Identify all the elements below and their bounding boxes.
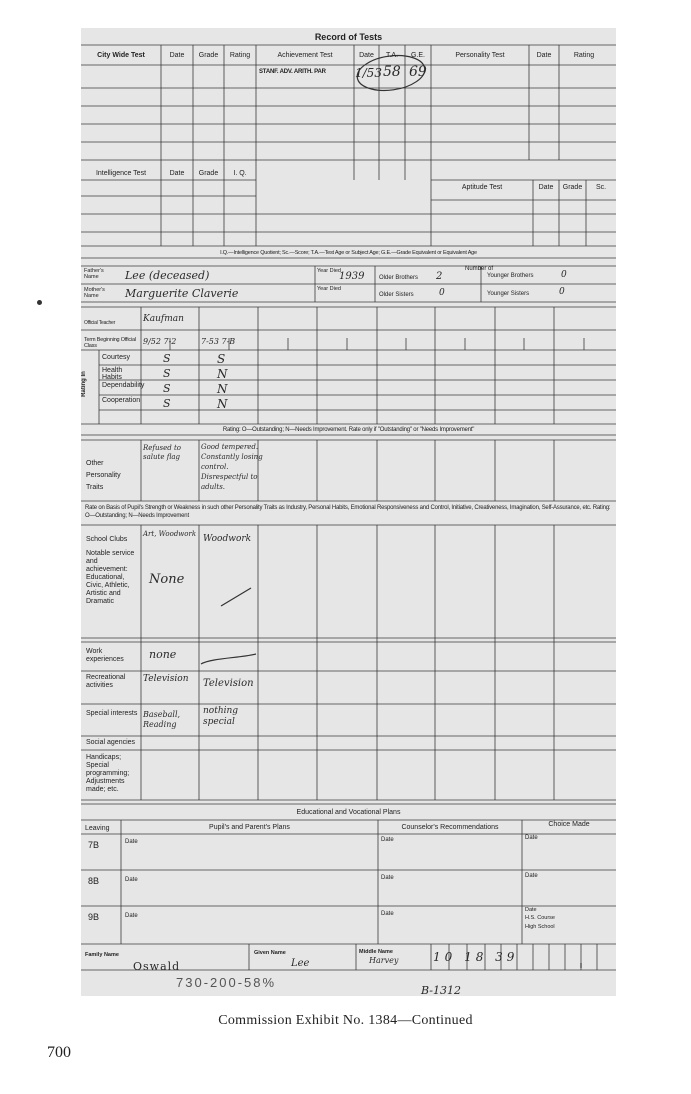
aptitude-sc-label: Sc. [595, 184, 607, 191]
dependability-label: Dependability [102, 382, 145, 389]
handicaps-label: Handicaps; Special programming; Adjustments made; etc. [86, 754, 130, 793]
special-interests-label: Special interests [86, 710, 138, 717]
special-interests-1: Baseball, Reading [143, 710, 181, 729]
city-wide-grade-label: Grade [198, 52, 219, 59]
school-clubs-2: Woodwork [203, 534, 252, 544]
recreational-activities-2: Television [203, 678, 254, 689]
record-title: Record of Tests [314, 32, 383, 42]
counselor-recommendations-label: Counselor's Recommendations [401, 824, 499, 831]
achievement-date-label: Date [359, 52, 374, 59]
special-interests-2: nothing special [203, 706, 239, 727]
given-name-label: Given Name [254, 950, 286, 956]
choice-8b-date-label: Date [525, 873, 538, 879]
intelligence-grade-label: Grade [198, 170, 219, 177]
health-habits-rating-1: S [163, 367, 171, 380]
social-agencies-label: Social agencies [86, 739, 136, 746]
mother-year-died-label: Year Died [317, 286, 341, 292]
high-school-label: High School [525, 924, 555, 930]
father-name: Lee (deceased) [125, 269, 210, 282]
rating-in-label: Rating In [81, 371, 87, 397]
given-name: Lee [291, 958, 310, 969]
courtesy-rating-1: S [163, 352, 171, 365]
other-personality-traits-label: Other Personality Traits [86, 460, 121, 491]
ratings-legend: Rating: O—Outstanding; N—Needs Improvement. Rate only if "Outstanding" or "Needs Improvement" [222, 427, 475, 433]
younger-sisters-label: Younger Sisters [487, 291, 530, 297]
work-experiences-label: Work experiences [86, 648, 124, 663]
mother-name-label: Mother's Name [84, 287, 105, 299]
dependability-rating-1: S [163, 382, 171, 395]
notable-service-label: Notable service and achievement: Educational, Civic, Athletic, Artistic and Dramatic [86, 550, 135, 605]
younger-brothers-label: Younger Brothers [487, 273, 534, 279]
term-beginning-label: Term Beginning Official Class [84, 337, 136, 349]
stamp-number: 730-200-58% [176, 975, 277, 990]
exhibit-caption: Commission Exhibit No. 1384—Continued [218, 1013, 473, 1028]
pupil-9b-date-label: Date [125, 913, 138, 919]
choice-made-label: Choice Made [548, 821, 590, 828]
middle-name: Harvey [369, 956, 399, 965]
personality-test-label: Personality Test [455, 52, 505, 59]
intelligence-iq-label: I. Q. [233, 170, 247, 177]
official-teacher-label: Official Teacher [84, 320, 116, 326]
younger-sisters-count: 0 [559, 287, 565, 297]
recreational-activities-label: Recreational activities [86, 674, 126, 689]
recreational-activities-1: Television [143, 674, 189, 684]
page-number: 700 [47, 1044, 71, 1061]
record-code: B-1312 [421, 984, 461, 996]
school-clubs-1: Art, Woodwork [143, 530, 197, 538]
personality-rating-label: Rating [573, 52, 595, 59]
hs-course-label: H.S. Course [525, 915, 555, 921]
counselor-7b-date-label: Date [381, 837, 394, 843]
middle-name-label: Middle Name [359, 949, 393, 955]
father-year-died-label: Year Died [317, 268, 341, 274]
achievement-ge-label: G.E. [410, 52, 425, 59]
achievement-entry-date: 1/53 [355, 66, 382, 80]
younger-brothers-count: 0 [561, 270, 567, 280]
leaving-7b: 7B [88, 840, 100, 850]
courtesy-label: Courtesy [102, 354, 131, 361]
achievement-entry-ta: 58 [383, 64, 401, 80]
leaving-9b: 9B [88, 912, 100, 922]
intelligence-date-label: Date [169, 170, 185, 177]
official-teacher: Kaufman [143, 314, 184, 324]
achievement-test-label: Achievement Test [277, 52, 333, 59]
school-clubs-label: School Clubs [86, 536, 128, 543]
family-name-label: Family Name [85, 952, 119, 958]
pupil-plans-label: Pupil's and Parent's Plans [209, 824, 290, 831]
personality-legend: Rate on Basis of Pupil's Strength or Weakness in such other Personality Traits as Industry, Personal Habits, Emotional Responsiveness and Control, Initiative, Creativeness, Imagination, Self-Assurance, etc. Rating: O—Outstanding; N—Needs Improvement [85, 505, 611, 519]
cooperation-rating-2: N [217, 397, 228, 411]
achievement-ta-label: T.A. [385, 52, 399, 59]
counselor-9b-date-label: Date [381, 911, 394, 917]
health-habits-rating-2: N [217, 367, 228, 381]
city-wide-date-label: Date [169, 52, 185, 59]
father-name-label: Father's Name [84, 268, 104, 280]
achievement-entry-ge: 69 [409, 64, 427, 80]
date-of-birth: 10 18 39 [433, 950, 519, 964]
achievement-entry-test-name: STANF. ADV. ARITH. PAR [259, 69, 326, 75]
choice-9b-date-label: Date [525, 907, 537, 913]
older-sisters-count: 0 [439, 288, 445, 298]
city-wide-test-label: City Wide Test [97, 52, 145, 59]
cooperation-label: Cooperation [102, 397, 141, 404]
number-of-label: Number of [465, 266, 494, 272]
choice-7b-date-label: Date [525, 835, 538, 841]
personality-note-1: Refused to salute flag [143, 444, 181, 461]
father-year-died: 1939 [339, 271, 365, 282]
pupil-7b-date-label: Date [125, 839, 138, 845]
plans-title: Educational and Vocational Plans [296, 809, 401, 816]
dependability-rating-2: N [217, 382, 228, 396]
older-sisters-label: Older Sisters [379, 292, 414, 298]
older-brothers-label: Older Brothers [379, 275, 419, 281]
older-brothers-count: 2 [436, 271, 443, 282]
intelligence-test-label: Intelligence Test [95, 170, 147, 177]
cooperation-rating-1: S [163, 397, 171, 410]
term-1: 9/52 7-2 [143, 337, 177, 346]
leaving-8b: 8B [88, 876, 100, 886]
notable-service-value: None [149, 572, 185, 587]
pupil-8b-date-label: Date [125, 877, 138, 883]
counselor-8b-date-label: Date [381, 875, 394, 881]
family-name: Oswald [133, 960, 181, 973]
aptitude-grade-label: Grade [562, 184, 583, 191]
term-2: 7-53 7-B [201, 337, 236, 346]
aptitude-date-label: Date [538, 184, 554, 191]
health-habits-label: Health Habits [102, 367, 123, 381]
personality-date-label: Date [536, 52, 552, 59]
aptitude-test-label: Aptitude Test [461, 184, 503, 191]
margin-dot [37, 300, 42, 305]
courtesy-rating-2: S [217, 352, 226, 366]
city-wide-rating-label: Rating [229, 52, 251, 59]
work-experiences-value: none [149, 648, 177, 661]
personality-note-2: Good tempered. Constantly losing control. Disrespectful to adults. [201, 443, 263, 491]
leaving-label: Leaving [85, 825, 110, 832]
tests-legend: I.Q.—Intelligence Quotient; Sc.—Score; T.A.—Test Age or Subject Age; G.E.—Grade Equivalent or Equivalent Age [220, 250, 477, 256]
mother-name: Marguerite Claverie [125, 287, 239, 300]
record-card-scan [81, 28, 616, 996]
